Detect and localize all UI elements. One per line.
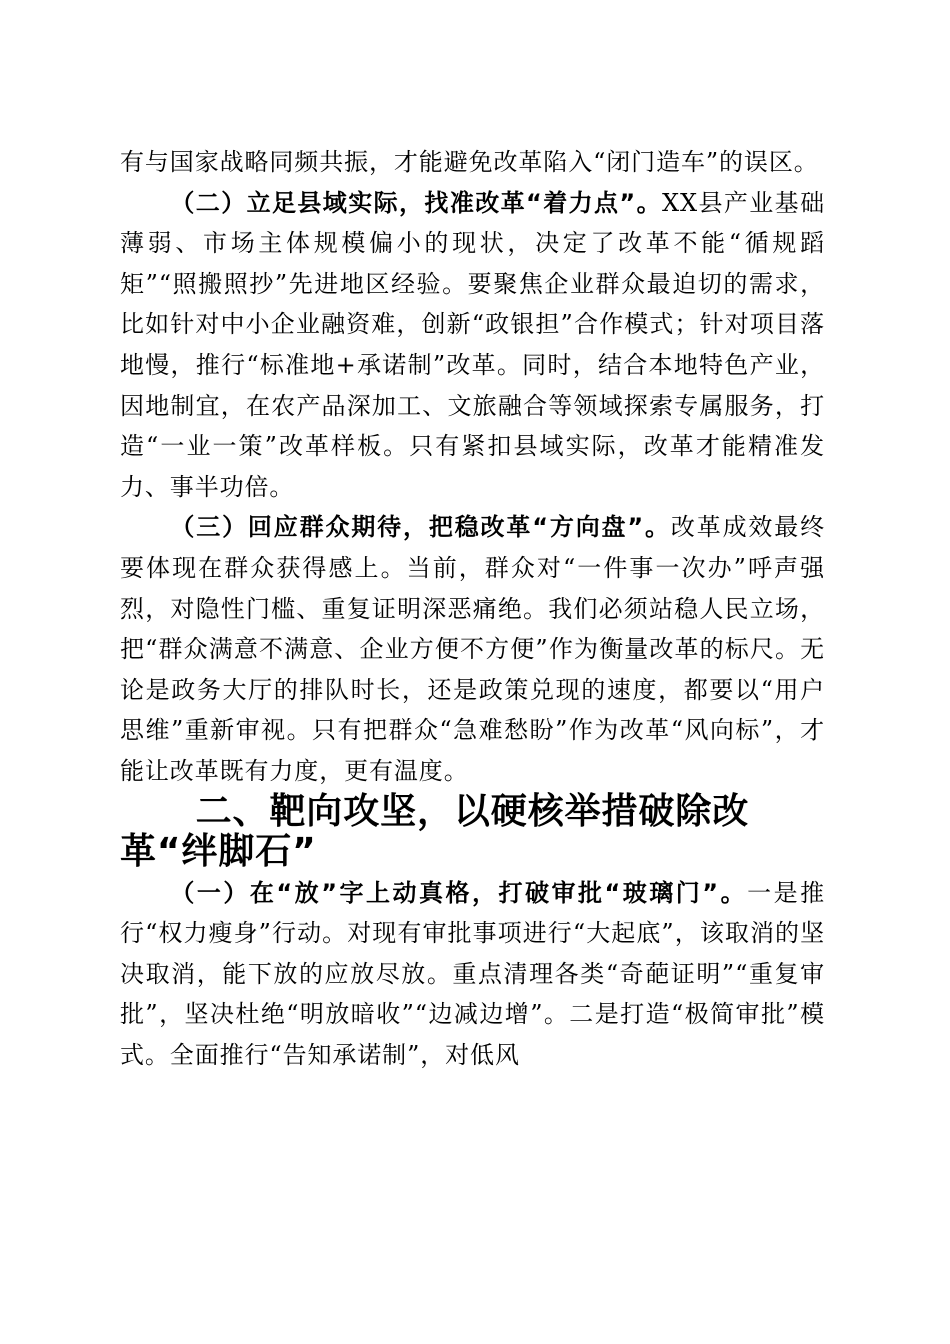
paragraph-public-expectation xyxy=(120,507,825,791)
document-page xyxy=(120,142,825,1076)
paragraph-lead-heading: （一）在“放”字上动真格，打破审批“玻璃门”。 xyxy=(170,878,748,907)
paragraph-continuation xyxy=(120,142,825,183)
paragraph-text: XX县产业基础薄弱、市场主体规模偏小的现状，决定了改革不能“循规蹈矩”“照搬照抄”先进地区经验。要聚焦企业群众最迫切的需求，比如针对中小企业融资难，创新“政银担”合作模式；针对项目落地慢，推行“标准地+承诺制”改革。同时，结合本地特色产业，因地制宜，在农产品深加工、文旅融合等领域探索专属服务，打造“一业一策”改革样板。只有紧扣县域实际，改革才能精准发力、事半功倍。 xyxy=(120,188,825,501)
paragraph-county-reality xyxy=(120,183,825,508)
paragraph-lead-heading: （二）立足县域实际，找准改革“着力点”。 xyxy=(170,188,662,217)
paragraph-lead-heading: （三）回应群众期待，把稳改革“方向盘”。 xyxy=(170,513,671,542)
section-heading-2: 二、靶向攻坚，以硬核举措破除改革“绊脚石” xyxy=(120,790,750,873)
paragraph-text: 改革成效最终要体现在群众获得感上。当前，群众对“一件事一次办”呼声强烈，对隐性门槛、重复证明深恶痛绝。我们必须站稳人民立场，把“群众满意不满意、企业方便不方便”作为衡量改革的标尺。无论是政务大厅的排队时长，还是政策兑现的速度，都要以“用户思维”重新审视。只有把群众“急难愁盼”作为改革“风向标”，才能让改革既有力度，更有温度。 xyxy=(120,513,826,785)
paragraph-text: 有与国家战略同频共振，才能避免改革陷入“闭门造车”的误区。 xyxy=(120,148,819,176)
paragraph-decentralize xyxy=(120,873,825,1076)
paragraph-text: 一是推行“权力瘦身”行动。对现有审批事项进行“大起底”，该取消的坚决取消，能下放的应放尽放。重点清理各类“奇葩证明”“重复审批”，坚决杜绝“明放暗收”“边减边增”。二是打造“极简审批”模式。全面推行“告知承诺制”，对低风 xyxy=(120,878,826,1070)
